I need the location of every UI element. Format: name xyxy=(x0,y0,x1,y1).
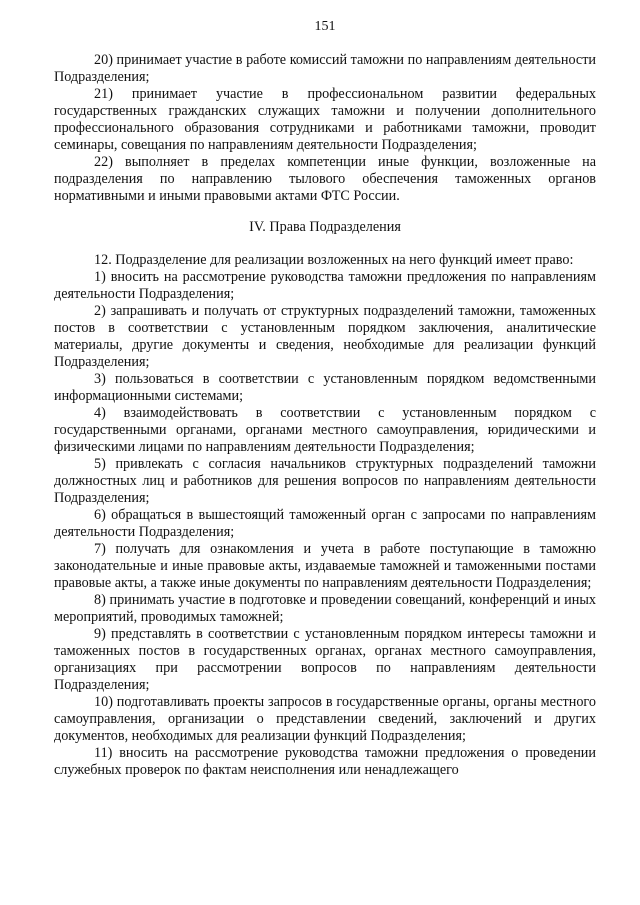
paragraph-item-22: 22) выполняет в пределах компетенции иные функции, возложенные на подразделения по направлению тылового обеспечения таможенных органов нормативными и иными правовыми актами ФТС России. xyxy=(54,154,596,204)
paragraph-clause-12: 12. Подразделение для реализации возложенных на него функций имеет право: xyxy=(94,252,574,268)
page-number: 151 xyxy=(314,19,336,34)
section-heading: IV. Права Подразделения xyxy=(249,219,401,235)
paragraph-right-6: 6) обращаться в вышестоящий таможенный орган с запросами по направлениям деятельности Подразделения; xyxy=(54,507,596,540)
paragraph-right-11: 11) вносить на рассмотрение руководства таможни предложения о проведении служебных проверок по фактам неисполнения или ненадлежащего xyxy=(54,745,596,778)
paragraph-right-1: 1) вносить на рассмотрение руководства таможни предложения по направлениям деятельности Подразделения; xyxy=(54,269,596,302)
paragraph-item-20: 20) принимает участие в работе комиссий таможни по направлениям деятельности Подразделения; xyxy=(54,52,596,85)
paragraph-right-5: 5) привлекать с согласия начальников структурных подразделений таможни должностных лиц и работников для решения вопросов по направлениям деятельности Подразделения; xyxy=(54,456,596,506)
paragraph-right-4: 4) взаимодействовать в соответствии с установленным порядком с государственными органами, органами местного самоуправления, юридическими и физическими лицами по направлениям деятельности Подразделения; xyxy=(54,405,596,455)
paragraph-right-3: 3) пользоваться в соответствии с установленным порядком ведомственными информационными системами; xyxy=(54,371,596,404)
paragraph-right-8: 8) принимать участие в подготовке и проведении совещаний, конференций и иных мероприятий, проводимых таможней; xyxy=(54,592,596,625)
paragraph-right-7: 7) получать для ознакомления и учета в работе поступающие в таможню законодательные и иные правовые акты, издаваемые таможней и таможенными постами правовые акты, а также иные документы по направлениям деятельности Подразделения; xyxy=(54,541,596,591)
paragraph-right-9: 9) представлять в соответствии с установленным порядком интересы таможни и таможенных постов в государственных органах, органах местного самоуправления, организациях при рассмотрении вопросов по направлениям деятельности Подразделения; xyxy=(54,626,596,693)
paragraph-item-21: 21) принимает участие в профессиональном развитии федеральных государственных гражданских служащих таможни и получении дополнительного профессионального образования сотрудниками и работниками таможни, проводит семинары, совещания по направлениям деятельности Подразделения; xyxy=(54,86,596,153)
paragraph-right-2: 2) запрашивать и получать от структурных подразделений таможни, таможенных постов в соответствии с установленным порядком заключения, аналитические материалы, другие документы и сведения, необходимые для реализации функций Подразделения; xyxy=(54,303,596,370)
paragraph-right-10: 10) подготавливать проекты запросов в государственные органы, органы местного самоуправления, организации о представлении сведений, заключений и других документов, необходимых для реализации функций Подразделения; xyxy=(54,694,596,744)
